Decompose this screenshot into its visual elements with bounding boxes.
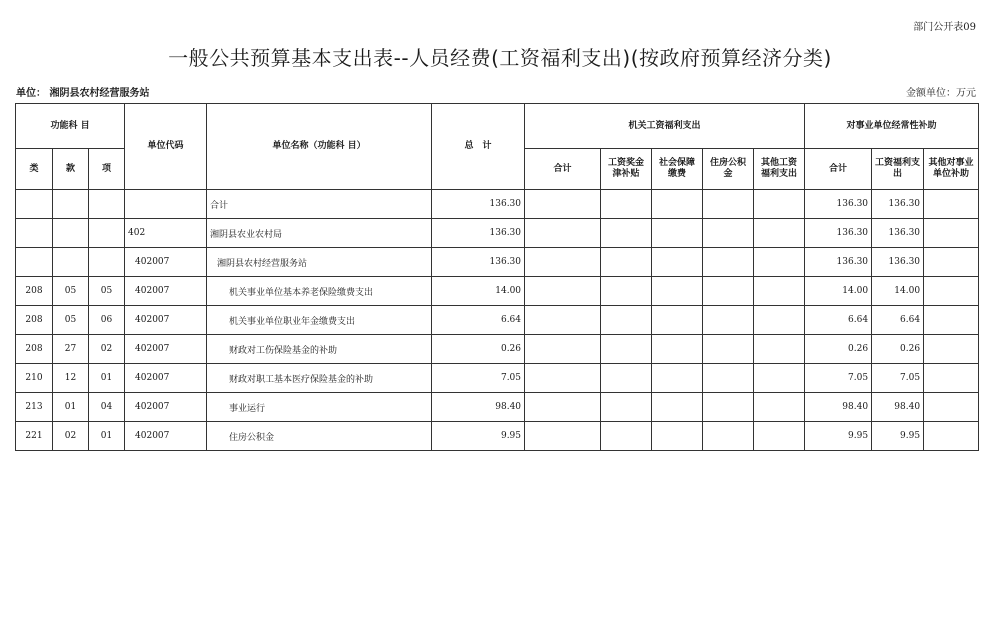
cell-unit-code: 402007 — [125, 248, 207, 277]
cell-organ-housing — [703, 248, 754, 277]
cell-kuan: 27 — [53, 335, 89, 364]
cell-unit-name: 湘阴县农村经营服务站 — [207, 248, 432, 277]
cell-total: 7.05 — [432, 364, 525, 393]
cell-inst-total: 136.30 — [805, 219, 872, 248]
table-row — [16, 422, 979, 451]
cell-total: 136.30 — [432, 219, 525, 248]
table-row — [16, 335, 979, 364]
cell-unit-name: 财政对工伤保险基金的补助 — [207, 335, 432, 364]
header-inst-total: 合计 — [805, 149, 872, 190]
amount-unit-label: 金额单位：万元 — [906, 88, 976, 99]
header-organ-total: 合计 — [525, 149, 601, 190]
cell-xiang: 01 — [89, 422, 125, 451]
cell-organ-total — [525, 306, 601, 335]
cell-organ-housing — [703, 393, 754, 422]
header-kuan: 款 — [53, 149, 89, 190]
cell-unit-name: 合计 — [207, 190, 432, 219]
cell-total: 6.64 — [432, 306, 525, 335]
cell-organ-housing — [703, 190, 754, 219]
cell-kuan — [53, 248, 89, 277]
cell-unit-code — [125, 190, 207, 219]
cell-organ-other — [754, 306, 805, 335]
cell-lei — [16, 248, 53, 277]
cell-inst-total: 9.95 — [805, 422, 872, 451]
header-xiang: 项 — [89, 149, 125, 190]
cell-organ-housing — [703, 277, 754, 306]
table-row — [16, 393, 979, 422]
cell-organ-wage — [601, 219, 652, 248]
cell-inst-other — [924, 306, 979, 335]
table-row — [16, 190, 979, 219]
cell-unit-name: 事业运行 — [207, 393, 432, 422]
cell-organ-other — [754, 190, 805, 219]
cell-xiang — [89, 190, 125, 219]
cell-organ-social — [652, 306, 703, 335]
cell-organ-other — [754, 393, 805, 422]
cell-xiang: 01 — [89, 364, 125, 393]
cell-total: 136.30 — [432, 248, 525, 277]
cell-unit-code: 402007 — [125, 335, 207, 364]
cell-inst-other — [924, 335, 979, 364]
cell-total: 136.30 — [432, 190, 525, 219]
cell-organ-social — [652, 393, 703, 422]
cell-xiang — [89, 219, 125, 248]
header-organ-housing: 住房公积金 — [703, 149, 754, 190]
cell-xiang: 05 — [89, 277, 125, 306]
cell-xiang: 06 — [89, 306, 125, 335]
cell-inst-other — [924, 422, 979, 451]
cell-organ-social — [652, 190, 703, 219]
cell-inst-total: 0.26 — [805, 335, 872, 364]
header-unit-code: 单位代码 — [125, 104, 207, 190]
cell-lei: 208 — [16, 306, 53, 335]
cell-unit-code: 402007 — [125, 364, 207, 393]
cell-organ-other — [754, 422, 805, 451]
cell-organ-housing — [703, 219, 754, 248]
cell-total: 0.26 — [432, 335, 525, 364]
cell-organ-social — [652, 422, 703, 451]
cell-lei: 208 — [16, 277, 53, 306]
cell-organ-total — [525, 190, 601, 219]
table-row — [16, 277, 979, 306]
cell-organ-social — [652, 364, 703, 393]
cell-xiang: 04 — [89, 393, 125, 422]
cell-inst-wage: 9.95 — [872, 422, 924, 451]
cell-xiang: 02 — [89, 335, 125, 364]
cell-unit-name: 财政对职工基本医疗保险基金的补助 — [207, 364, 432, 393]
expenditure-table — [15, 103, 979, 451]
report-number-label: 部门公开表09 — [913, 22, 976, 33]
header-organ-welfare-group: 机关工资福利支出 — [525, 104, 805, 149]
cell-organ-total — [525, 364, 601, 393]
header-unit-name: 单位名称（功能科 目） — [207, 104, 432, 190]
cell-organ-wage — [601, 277, 652, 306]
cell-unit-code: 402007 — [125, 422, 207, 451]
cell-unit-code: 402007 — [125, 393, 207, 422]
cell-inst-wage: 7.05 — [872, 364, 924, 393]
cell-unit-name: 湘阴县农业农村局 — [207, 219, 432, 248]
cell-inst-total: 136.30 — [805, 248, 872, 277]
header-inst-wage: 工资福利支出 — [872, 149, 924, 190]
cell-kuan — [53, 190, 89, 219]
cell-organ-total — [525, 248, 601, 277]
cell-lei: 208 — [16, 335, 53, 364]
cell-inst-wage: 136.30 — [872, 248, 924, 277]
cell-organ-wage — [601, 306, 652, 335]
cell-lei: 210 — [16, 364, 53, 393]
cell-organ-wage — [601, 364, 652, 393]
cell-inst-total: 7.05 — [805, 364, 872, 393]
cell-inst-total: 136.30 — [805, 190, 872, 219]
cell-organ-other — [754, 364, 805, 393]
cell-organ-wage — [601, 190, 652, 219]
cell-organ-wage — [601, 335, 652, 364]
cell-organ-housing — [703, 422, 754, 451]
cell-organ-other — [754, 248, 805, 277]
cell-inst-wage: 98.40 — [872, 393, 924, 422]
table-row — [16, 364, 979, 393]
cell-kuan: 05 — [53, 277, 89, 306]
table-row — [16, 306, 979, 335]
header-organ-other: 其他工资福利支出 — [754, 149, 805, 190]
cell-unit-name: 机关事业单位职业年金缴费支出 — [207, 306, 432, 335]
unit-label: 单位： 湘阴县农村经营服务站 — [16, 88, 150, 99]
cell-kuan: 12 — [53, 364, 89, 393]
cell-unit-code: 402007 — [125, 277, 207, 306]
cell-inst-total: 14.00 — [805, 277, 872, 306]
cell-inst-other — [924, 219, 979, 248]
cell-organ-wage — [601, 248, 652, 277]
header-institution-subsidy-group: 对事业单位经常性补助 — [805, 104, 979, 149]
cell-unit-name: 机关事业单位基本养老保险缴费支出 — [207, 277, 432, 306]
cell-kuan: 02 — [53, 422, 89, 451]
cell-organ-social — [652, 277, 703, 306]
page-title: 一般公共预算基本支出表--人员经费(工资福利支出)(按政府预算经济分类) — [168, 46, 832, 70]
table-row — [16, 248, 979, 277]
cell-kuan: 01 — [53, 393, 89, 422]
header-organ-wage: 工资奖金津补贴 — [601, 149, 652, 190]
cell-inst-wage: 6.64 — [872, 306, 924, 335]
cell-organ-total — [525, 277, 601, 306]
cell-inst-other — [924, 277, 979, 306]
cell-organ-total — [525, 422, 601, 451]
cell-kuan — [53, 219, 89, 248]
cell-organ-housing — [703, 306, 754, 335]
cell-organ-wage — [601, 422, 652, 451]
cell-inst-other — [924, 190, 979, 219]
cell-inst-wage: 0.26 — [872, 335, 924, 364]
cell-organ-total — [525, 219, 601, 248]
header-func-subject: 功能科 目 — [16, 104, 125, 149]
header-organ-social: 社会保障缴费 — [652, 149, 703, 190]
cell-organ-social — [652, 248, 703, 277]
header-row-1 — [16, 104, 979, 149]
cell-organ-total — [525, 335, 601, 364]
cell-inst-other — [924, 393, 979, 422]
cell-inst-wage: 136.30 — [872, 190, 924, 219]
cell-inst-wage: 14.00 — [872, 277, 924, 306]
cell-unit-code: 402 — [125, 219, 207, 248]
cell-organ-social — [652, 219, 703, 248]
cell-lei — [16, 190, 53, 219]
cell-inst-other — [924, 248, 979, 277]
header-total: 总 计 — [432, 104, 525, 190]
cell-lei: 221 — [16, 422, 53, 451]
cell-inst-total: 98.40 — [805, 393, 872, 422]
cell-organ-other — [754, 277, 805, 306]
cell-organ-wage — [601, 393, 652, 422]
cell-inst-other — [924, 364, 979, 393]
table-row — [16, 219, 979, 248]
cell-organ-total — [525, 393, 601, 422]
cell-lei — [16, 219, 53, 248]
cell-total: 14.00 — [432, 277, 525, 306]
header-lei: 类 — [16, 149, 53, 190]
cell-lei: 213 — [16, 393, 53, 422]
cell-xiang — [89, 248, 125, 277]
cell-inst-total: 6.64 — [805, 306, 872, 335]
cell-organ-other — [754, 219, 805, 248]
cell-organ-housing — [703, 335, 754, 364]
cell-total: 9.95 — [432, 422, 525, 451]
cell-total: 98.40 — [432, 393, 525, 422]
cell-organ-social — [652, 335, 703, 364]
header-inst-other: 其他对事业单位补助 — [924, 149, 979, 190]
cell-inst-wage: 136.30 — [872, 219, 924, 248]
cell-unit-code: 402007 — [125, 306, 207, 335]
cell-organ-housing — [703, 364, 754, 393]
cell-organ-other — [754, 335, 805, 364]
cell-kuan: 05 — [53, 306, 89, 335]
cell-unit-name: 住房公积金 — [207, 422, 432, 451]
